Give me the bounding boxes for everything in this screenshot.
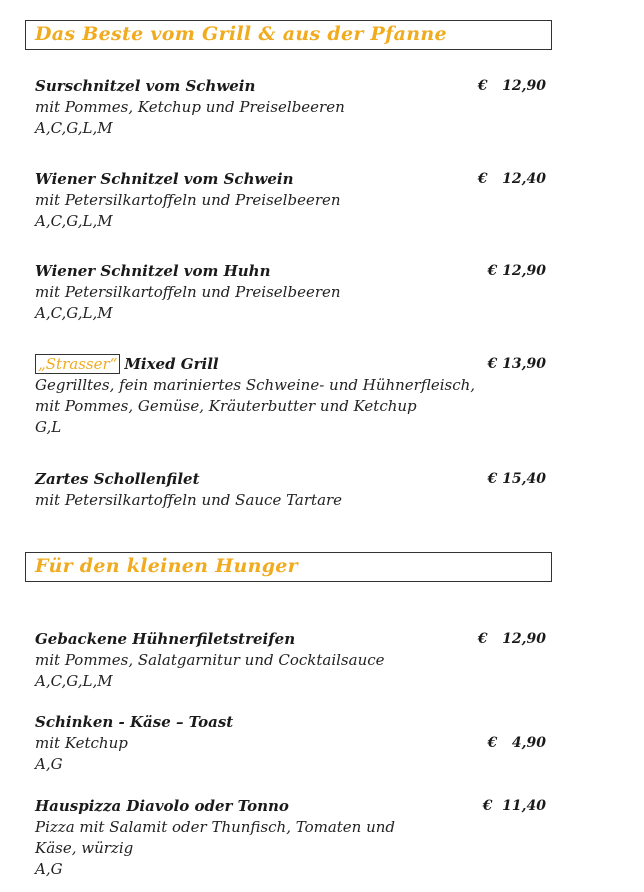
item-description: mit Pommes, Ketchup und Preiselbeeren [35, 98, 345, 116]
item-description: Käse, würzig [35, 839, 134, 857]
item-description: mit Petersilkartoffeln und Preiselbeeren [35, 283, 341, 301]
item-description: Gegrilltes, fein mariniertes Schweine- und Hühnerfleisch, [35, 376, 476, 394]
item-price: € 12,90 [477, 631, 546, 647]
menu-item [35, 469, 555, 511]
menu-item [35, 169, 555, 232]
item-price: € 12,40 [477, 171, 546, 187]
section-title: Für den kleinen Hunger [35, 555, 298, 577]
item-description: mit Petersilkartoffeln und Preiselbeeren [35, 191, 341, 209]
section-title: Das Beste vom Grill & aus der Pfanne [35, 23, 447, 45]
item-description: Pizza mit Salamit oder Thunfisch, Tomaten und [35, 818, 396, 836]
item-name: Zartes Schollenfilet [35, 470, 200, 488]
item-allergens: A,C,G,L,M [35, 212, 113, 230]
item-price: € 13,90 [487, 356, 546, 372]
item-allergens: A,G [35, 755, 63, 773]
item-price: € 4,90 [487, 735, 546, 751]
menu-item [35, 629, 555, 692]
section-header-grill [25, 20, 552, 50]
item-name: Wiener Schnitzel vom Huhn [35, 262, 271, 280]
item-description: mit Pommes, Gemüse, Kräuterbutter und Ketchup [35, 397, 417, 415]
item-name-row [35, 354, 555, 375]
item-description: mit Petersilkartoffeln und Sauce Tartare [35, 491, 343, 509]
item-name: Surschnitzel vom Schwein [35, 77, 256, 95]
item-name: Hauspizza Diavolo oder Tonno [35, 797, 289, 815]
menu-item [35, 712, 555, 775]
item-price: € 12,90 [487, 263, 546, 279]
section-header-kleiner-hunger [25, 552, 552, 582]
item-name: Mixed Grill [124, 355, 219, 373]
item-price: € 12,90 [477, 78, 546, 94]
item-name: Wiener Schnitzel vom Schwein [35, 170, 294, 188]
menu-item [35, 76, 555, 139]
item-price: € 15,40 [487, 471, 546, 487]
item-allergens: A,C,G,L,M [35, 304, 113, 322]
menu-item [35, 354, 555, 438]
menu-item [35, 796, 555, 880]
item-description: mit Pommes, Salatgarnitur und Cocktailsauce [35, 651, 385, 669]
strasser-label: „Strasser“ [35, 354, 120, 374]
menu-item [35, 261, 555, 324]
item-price: € 11,40 [482, 798, 546, 814]
item-allergens: G,L [35, 418, 62, 436]
item-description: mit Ketchup [35, 734, 128, 752]
item-allergens: A,C,G,L,M [35, 672, 113, 690]
item-name: Schinken - Käse – Toast [35, 713, 234, 731]
item-allergens: A,C,G,L,M [35, 119, 113, 137]
item-allergens: A,G [35, 860, 63, 878]
item-name: Gebackene Hühnerfiletstreifen [35, 630, 296, 648]
